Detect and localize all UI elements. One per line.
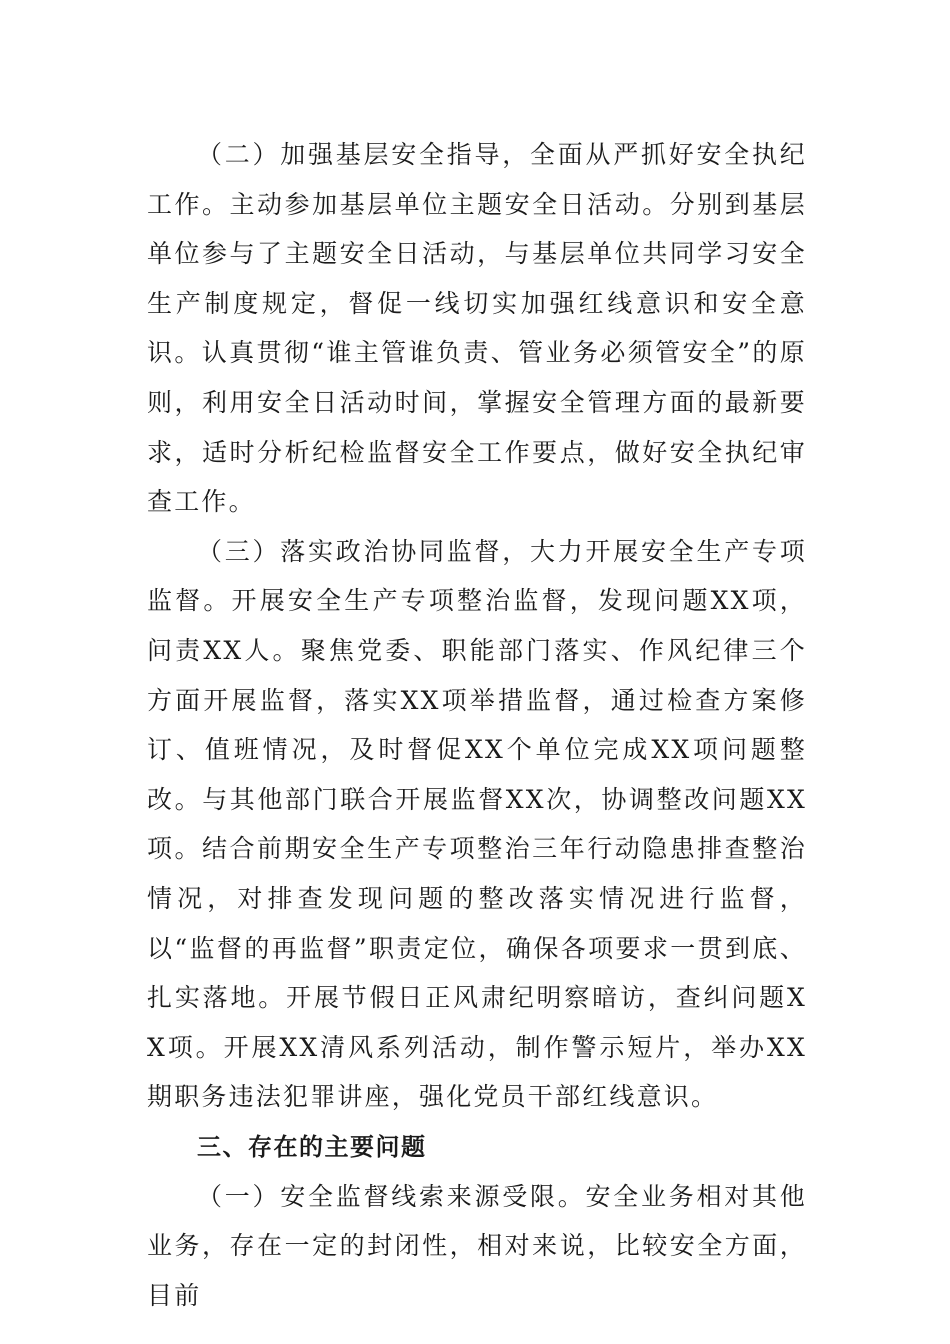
document-body — [147, 130, 807, 1321]
paragraph-basic-level-guidance: （二）加强基层安全指导，全面从严抓好安全执纪工作。主动参加基层单位主题安全日活动。分别到基层单位参与了主题安全日活动，与基层单位共同学习安全生产制度规定，督促一线切实加强红线意识和安全意识。认真贯彻“谁主管谁负责、管业务必须管安全”的原则，利用安全日活动时间，掌握安全管理方面的最新要求，适时分析纪检监督安全工作要点，做好安全执纪审查工作。 — [147, 140, 807, 517]
section-heading-main-problems: 三、存在的主要问题 — [197, 1132, 427, 1161]
paragraph-coordinated-supervision: （三）落实政治协同监督，大力开展安全生产专项监督。开展安全生产专项整治监督，发现问题XX项，问责XX人。聚焦党委、职能部门落实、作风纪律三个方面开展监督，落实XX项举措监督，通过检查方案修订、值班情况，及时督促XX个单位完成XX项问题整改。与其他部门联合开展监督XX次，协调整改问题XX项。结合前期安全生产专项整治三年行动隐患排查整治情况，对排查发现问题的整改落实情况进行监督，以“监督的再监督”职责定位，确保各项要求一贯到底、扎实落地。开展节假日正风肃纪明察暗访，查纠问题XX项。开展XX清风系列活动，制作警示短片，举办XX期职务违法犯罪讲座，强化党员干部红线意识。 — [147, 536, 807, 1112]
paragraph-clue-sources-limited: （一）安全监督线索来源受限。安全业务相对其他业务，存在一定的封闭性，相对来说，比较安全方面，目前 — [147, 1181, 807, 1311]
